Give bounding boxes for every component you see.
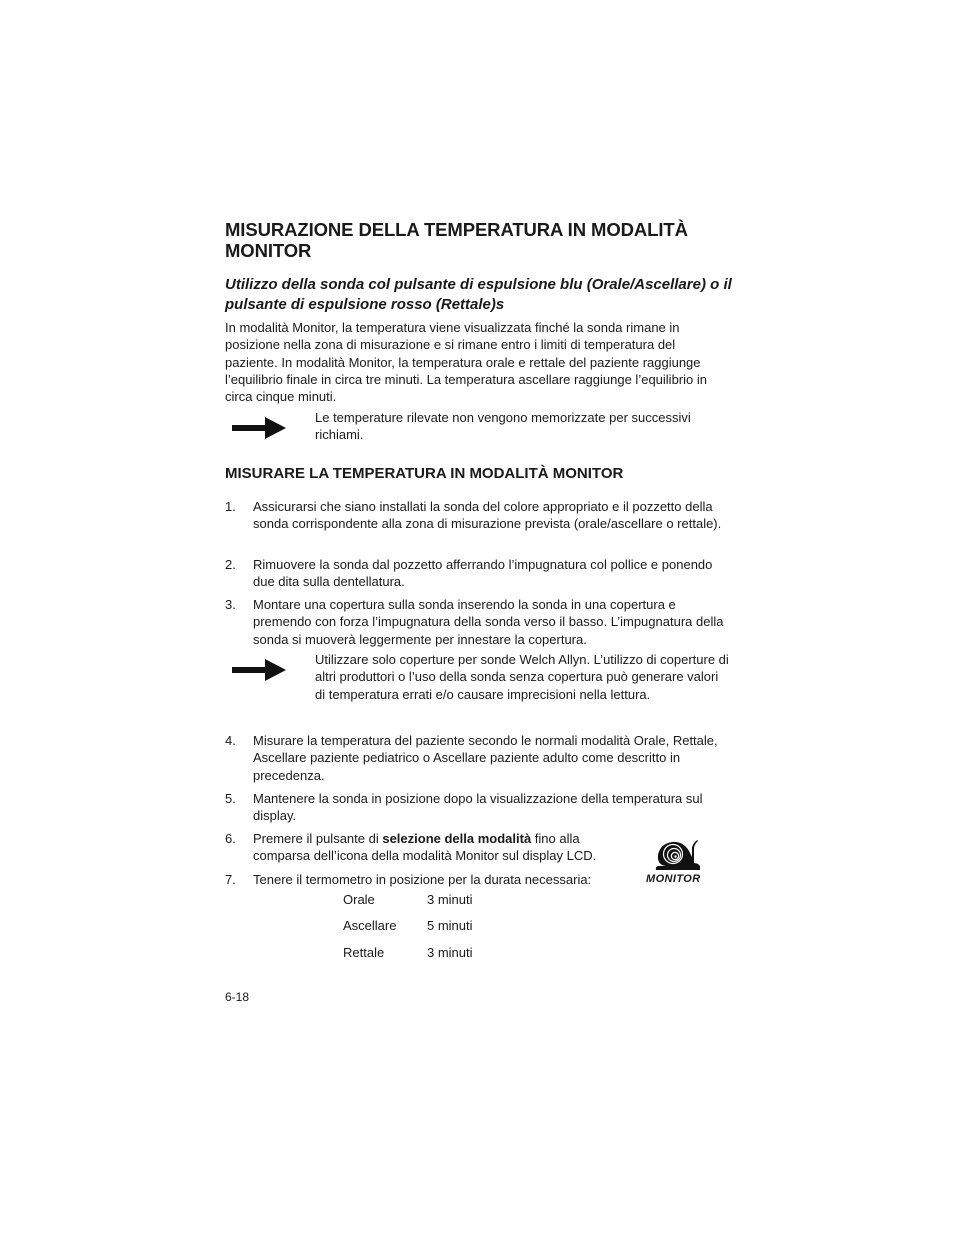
step-number: 2. xyxy=(225,557,236,572)
step-text: Mantenere la sonda in posizione dopo la visualizzazione della temperatura sul display. xyxy=(253,791,703,824)
step-text: Rimuovere la sonda dal pozzetto afferrando l’impugnatura col pollice e ponendo due dita sulla dentellatura. xyxy=(253,557,713,590)
duration-site: Rettale xyxy=(343,945,385,960)
subtitle: Utilizzo della sonda col pulsante di espulsione blu (Orale/Ascellare) o il pulsante di espulsione rosso (Rettale)s xyxy=(225,276,732,313)
step-number: 5. xyxy=(225,791,236,806)
step-text: Montare una copertura sulla sonda inserendo la sonda in una copertura e premendo con forza l’impugnatura della sonda verso il basso. L’impugnatura della sonda si muoverà leggermente per innestare la copertura. xyxy=(253,597,724,647)
duration-time: 5 minuti xyxy=(427,918,473,933)
note-arrow-icon xyxy=(231,658,287,682)
step-number: 6. xyxy=(225,831,236,846)
step-text-part: fino alla comparsa dell’icona della modalità Monitor sul display LCD. xyxy=(253,831,597,864)
step-text: Assicurarsi che siano installati la sonda del colore appropriato e il pozzetto della sonda corrispondente alla zona di misurazione prevista (orale/ascellare o rettale). xyxy=(253,499,722,532)
step-number: 7. xyxy=(225,872,236,887)
duration-time: 3 minuti xyxy=(427,945,473,960)
note-arrow-icon xyxy=(231,416,287,440)
step-number: 4. xyxy=(225,733,236,748)
step-number: 3. xyxy=(225,597,236,612)
duration-site: Orale xyxy=(343,892,375,907)
monitor-icon-label: MONITOR xyxy=(646,873,701,885)
page-number: 6-18 xyxy=(225,990,250,1004)
step-number: 1. xyxy=(225,499,236,514)
step-text: Tenere il termometro in posizione per la durata necessaria: xyxy=(253,872,592,887)
step-text: Misurare la temperatura del paziente secondo le normali modalità Orale, Rettale, Ascellare paziente pediatrico o Ascellare paziente adulto come descritto in precedenza. xyxy=(253,733,718,783)
duration-site: Ascellare xyxy=(343,918,397,933)
note-text: Utilizzare solo coperture per sonde Welch Allyn. L’utilizzo di coperture di altri produttori o l’uso della sonda senza copertura può generare valori di temperatura errati e/o causare imprecisioni nella lettura. xyxy=(315,652,729,702)
mode-select-emphasis: selezione della modalità xyxy=(382,831,532,846)
step-text-part: Premere il pulsante di xyxy=(253,831,383,846)
note-text: Le temperature rilevate non vengono memorizzate per successivi richiami. xyxy=(315,410,691,443)
step-text xyxy=(253,830,628,865)
section-title: MISURARE LA TEMPERATURA IN MODALITÀ MONITOR xyxy=(225,465,624,482)
intro-paragraph: In modalità Monitor, la temperatura viene visualizzata finché la sonda rimane in posizione nella zona di misurazione e si rimane entro i limiti di temperatura del paziente. In modalità Monitor, la temperatura orale e rettale del paziente raggiunge l’equilibrio finale in circa tre minuti. La temperatura ascellare raggiunge l’equilibrio in circa cinque minuti. xyxy=(225,320,707,405)
duration-time: 3 minuti xyxy=(427,892,473,907)
snail-icon xyxy=(652,839,704,873)
page-title: MISURAZIONE DELLA TEMPERATURA IN MODALITÀ MONITOR xyxy=(225,219,688,261)
